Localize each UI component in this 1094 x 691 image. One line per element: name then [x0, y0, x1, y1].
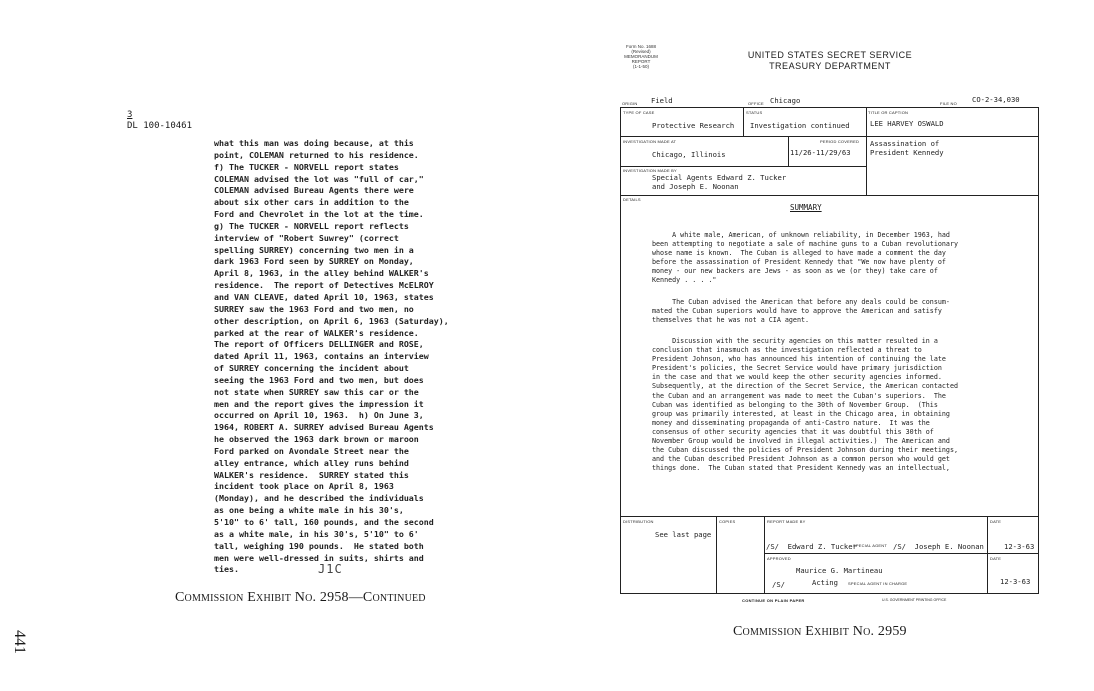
report-signer-1: /S/ Edward Z. Tucker — [766, 542, 857, 551]
period-value: 11/26-11/29/63 — [790, 148, 851, 157]
report-line: April 8, 1963, in the alley behind WALKER's — [214, 268, 429, 279]
form-border-right — [1038, 107, 1039, 594]
special-agent-label: SPECIAL AGENT — [853, 543, 888, 548]
report-line: incident took place on April 8, 1963 — [214, 481, 394, 492]
form-number-line: Form No. 1688 (Revised) — [625, 44, 656, 54]
sac-label: SPECIAL AGENT IN CHARGE — [848, 581, 908, 586]
report-line: men were well-dressed in suits, shirts and — [214, 552, 424, 563]
summary-paragraph-2: The Cuban advised the American that before any deals could be consum- mated the Cuban superiors would have to approve the American and satisfy themselves that he was not a CIA agent. — [652, 298, 950, 325]
form-rule — [620, 166, 866, 167]
made-at-value: Chicago, Illinois — [652, 150, 726, 159]
report-line: COLEMAN advised the lot was "full of car," — [214, 173, 424, 184]
summary-paragraph-3: Discussion with the security agencies on this matter resulted in a conclusion that inasmuch as the investigation reflected a threat to President Johnson, who has announced his intention of continuing the late President's policies, the Secret Service would have primary jurisdiction in the case and that we would keep the other security agencies informed. Subsequently, at the direction of the Secret Service, the American contacted the Cuban and an arrangement was made to meet the Cuban's superiors. The Cuban was identified as belonging to the 30th of November Group. (This group was primarily interested, at least in the Chicago area, in obtaining money and disseminating propaganda of anti-Castro nature. It was the consensus of other security agencies that it was doubtful this 30th of November Group would be involved in illegal activities.) The American and the Cuban discussed the policies of President Johnson during their meetings, and the Cuban described President Johnson as a common person who would get things done. The Cuban stated that President Kennedy was an intellectual, — [652, 337, 958, 473]
report-line: residence. The report of Detectives McELROY — [214, 280, 434, 291]
details-label: DETAILS — [623, 197, 641, 202]
made-by-line: and Joseph E. Noonan — [652, 182, 739, 191]
title-label: TITLE OR CAPTION — [868, 110, 909, 115]
approved-signature: /S/ — [772, 580, 785, 589]
file-no-value: CO-2-34,030 — [972, 95, 1020, 104]
form-rule — [620, 195, 1039, 196]
file-no-label: FILE NO — [940, 101, 957, 106]
report-line: alley entrance, which alley runs behind — [214, 457, 409, 468]
office-label: OFFICE — [748, 101, 764, 106]
origin-label: ORIGIN — [622, 101, 638, 106]
period-label: PERIOD COVERED — [820, 139, 860, 144]
form-border-left — [620, 107, 621, 594]
report-line: occurred on April 10, 1963. h) On June 3, — [214, 410, 424, 421]
origin-value: Field — [651, 96, 673, 105]
ref-file-number: DL 100-10461 — [127, 121, 193, 131]
form-number-line: (1-1-50) — [632, 64, 649, 69]
report-line: point, COLEMAN returned to his residence. — [214, 149, 419, 160]
distribution-value: See last page — [655, 530, 712, 539]
form-number — [616, 44, 666, 69]
footer-divider — [716, 516, 717, 593]
form-border-bottom — [620, 593, 1039, 594]
type-of-case-label: TYPE OF CASE — [623, 110, 655, 115]
summary-paragraph-1: A white male, American, of unknown reliability, in December 1963, had been attempting to negotiate a sale of machine guns to a Cuban revolutionary whose name is known. The Cuban is alleged to have made a comment the day before the assassination of President Kennedy that "We now have plenty of money - our new backers are Jews - as soon as we (or they) take care of Kennedy . . . ." — [652, 231, 958, 285]
title-line: Assassination of — [870, 139, 940, 148]
office-value: Chicago — [770, 96, 801, 105]
report-signer-2: /S/ Joseph E. Noonan — [893, 542, 984, 551]
title-subject: LEE HARVEY OSWALD — [870, 119, 944, 128]
report-line: COLEMAN advised Bureau Agents there were — [214, 185, 414, 196]
report-line: The report of Officers DELLINGER and ROSE, — [214, 339, 424, 350]
report-line: and VAN CLEAVE, dated April 10, 1963, states — [214, 291, 434, 302]
report-line: interview of "Robert Suwrey" (correct — [214, 232, 399, 243]
agency-header — [720, 50, 940, 72]
made-by-line: Special Agents Edward Z. Tucker — [652, 173, 787, 182]
approved-date: 12-3-63 — [1000, 577, 1031, 586]
distribution-label: DISTRIBUTION — [623, 519, 654, 524]
date-label: DATE — [990, 519, 1002, 524]
report-line: as one being a white male in his 30's, — [214, 505, 404, 516]
report-line: men and the report gives the impression it — [214, 398, 424, 409]
footer-rule — [620, 516, 1039, 517]
department-name: TREASURY DEPARTMENT — [769, 61, 891, 71]
report-line: tall, weighing 190 pounds. He stated both — [214, 540, 424, 551]
report-line: he observed the 1963 dark brown or maroon — [214, 434, 419, 445]
left-exhibit-caption: Commission Exhibit No. 2958—Continued — [175, 590, 426, 605]
copies-label: COPIES — [719, 519, 736, 524]
status-value: Investigation continued — [750, 121, 850, 130]
side-page-number: 441 — [11, 630, 28, 654]
form-divider — [743, 107, 744, 136]
type-of-case-value: Protective Research — [652, 121, 735, 130]
report-line: parked at the rear of WALKER's residence. — [214, 327, 419, 338]
report-line: about six other cars in addition to the — [214, 197, 409, 208]
report-line: WALKER's residence. SURREY stated this — [214, 469, 409, 480]
made-by-label: INVESTIGATION MADE BY — [623, 168, 677, 173]
ref-page-number: 3 — [127, 110, 133, 120]
made-at-label: INVESTIGATION MADE AT — [623, 139, 677, 144]
report-line: not state when SURREY saw this car or the — [214, 386, 419, 397]
report-line: as a white male, in his 30's, 5'10" to 6' — [214, 528, 419, 539]
status-label: STATUS — [746, 110, 763, 115]
report-line: dark 1963 Ford seen by SURREY on Monday, — [214, 256, 414, 267]
approved-name: Maurice G. Martineau — [796, 566, 883, 575]
report-made-by-label: REPORT MADE BY — [767, 519, 806, 524]
report-line: dated April 11, 1963, contains an interview — [214, 351, 429, 362]
report-line: ties. — [214, 564, 239, 575]
report-line: Ford parked on Avondale Street near the — [214, 445, 409, 456]
agency-name: UNITED STATES SECRET SERVICE — [747, 50, 913, 60]
report-line: other description, on April 6, 1963 (Saturday), — [214, 315, 449, 326]
report-line: of SURREY concerning the incident about — [214, 363, 409, 374]
right-exhibit-caption: Commission Exhibit No. 2959 — [733, 624, 907, 639]
approved-acting: Acting — [812, 578, 838, 587]
left-page-number: J1C — [318, 562, 343, 576]
form-divider — [788, 136, 789, 166]
file-reference — [127, 110, 192, 132]
report-line: g) The TUCKER - NORVELL report reflects — [214, 220, 409, 231]
summary-heading: SUMMARY — [790, 203, 822, 212]
approved-label: APPROVED — [767, 556, 791, 561]
footer-divider — [764, 516, 765, 593]
title-line: President Kennedy — [870, 148, 944, 157]
left-report-body — [214, 138, 472, 576]
report-line: Ford and Chevrolet in the lot at the time. — [214, 209, 424, 220]
report-line: seeing the 1963 Ford and two men, but does — [214, 374, 424, 385]
report-line: 1964, ROBERT A. SURREY advised Bureau Agents — [214, 422, 434, 433]
printing-office-note: U.S. GOVERNMENT PRINTING OFFICE — [882, 598, 947, 602]
report-line: (Monday), and he described the individuals — [214, 493, 424, 504]
footer-divider — [987, 516, 988, 593]
continue-note: CONTINUE ON PLAIN PAPER — [742, 598, 805, 603]
approved-date-label: DATE — [990, 556, 1002, 561]
form-rule — [620, 136, 1039, 137]
report-line: what this man was doing because, at this — [214, 138, 414, 148]
report-line: f) The TUCKER - NORVELL report states — [214, 161, 399, 172]
form-border-top — [620, 107, 1039, 108]
form-number-line: MEMORANDUM REPORT — [624, 54, 658, 64]
form-divider — [866, 107, 867, 195]
report-line: SURREY saw the 1963 Ford and two men, no — [214, 303, 414, 314]
report-line: spelling SURREY) concerning two men in a — [214, 244, 414, 255]
report-date: 12-3-63 — [1004, 542, 1035, 551]
footer-rule — [764, 553, 1039, 554]
report-line: 5'10" to 6' tall, 160 pounds, and the second — [214, 517, 434, 527]
